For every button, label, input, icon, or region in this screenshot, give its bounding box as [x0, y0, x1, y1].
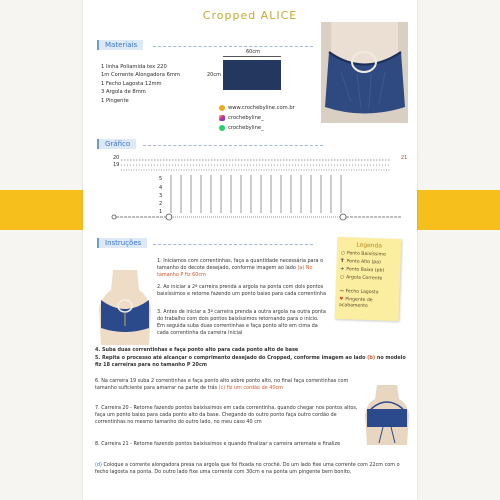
instrucoes-heading: Instruções: [97, 238, 147, 248]
row-number: 19: [113, 162, 120, 168]
grafico-heading: Gráfico: [97, 139, 136, 149]
legend-symbol: ♥: [339, 297, 344, 303]
legend-symbol: ○: [339, 275, 345, 281]
step-text: no modelo fiz 18 carreiras para no tamanho P 20cm: [95, 355, 406, 368]
section-divider: [153, 244, 313, 245]
instruction-step-7: 7. Carreira 20 - Retorne fazendo pontos baixíssimos em cada correntinha, quando chegar nos pontos altos, faça um ponto baixo para cada ponto alto da base. Chegando do outro ponto faça outro cordão de correntinhas no mesmo tamanho do outro lado, no meu caso 40 cm: [95, 405, 358, 425]
width-label: 60cm: [246, 49, 260, 55]
legend-symbol: ○: [340, 251, 345, 257]
section-divider: [153, 46, 313, 47]
instagram-icon: [219, 115, 225, 121]
materials-list: [101, 63, 180, 105]
website-line: [219, 105, 295, 111]
whatsapp-text: crochebyline_: [228, 125, 264, 131]
legend-label: Fecho Lagosta: [345, 289, 379, 296]
width-dimension-line: [223, 56, 281, 57]
materiais-heading: Materiais: [97, 40, 143, 50]
legend-item: [340, 275, 396, 283]
legend-title: Legenda: [356, 241, 383, 250]
mannequin-illustration: [95, 270, 155, 345]
end-marker: 21: [401, 155, 408, 161]
crochet-chart: [111, 155, 413, 223]
legend-label: Pingente de acabamento: [338, 297, 373, 310]
legend-item: [340, 259, 380, 266]
back-view-illustration: [363, 385, 411, 445]
step-note: (d): [95, 462, 102, 468]
row-number: 20: [113, 155, 120, 161]
pattern-sheet: [83, 0, 417, 500]
page-title: Cropped ALICE: [202, 9, 298, 22]
instruction-step-4: 4. Suba duas correntinhas e faça ponto alto para cada ponto alto de base: [95, 347, 299, 353]
step-text: 6. Na carreira 19 suba 2 correntinhas e faça ponto alto sobre ponto alto, no final faça correntinhas com tamanho suficiente para amarrar na parte de trás: [95, 378, 349, 391]
legend-label: Argola Corrente: [345, 275, 383, 282]
product-photo: [321, 22, 408, 123]
whatsapp-icon: [219, 125, 225, 131]
legend-label: Ponto Baixíssimo: [346, 251, 386, 258]
step-text: 1. Iniciamos com correntinhas, faça a quantidade necessária para o tamanho do decote desejado, conforme imagem ao lado: [157, 258, 324, 271]
instruction-step-6: [95, 378, 365, 392]
fabric-rectangle: [223, 60, 281, 90]
legend-symbol: +: [340, 267, 345, 273]
row-number: 3: [159, 193, 163, 199]
step-note: (a) No tamanho P fiz 60cm: [157, 265, 313, 278]
instruction-step-9: [95, 462, 410, 476]
web-icon: [219, 105, 225, 111]
website-text: www.crochebyline.com.br: [228, 105, 295, 111]
section-divider: [143, 145, 323, 146]
instruction-step-5: [95, 355, 410, 369]
legend-label: Ponto Baixo (pb): [346, 267, 385, 274]
legend-symbol: T: [340, 259, 344, 265]
step-text: Coloque a corrente alongadora presa na argola que foi fixada no crochê. Do um lado fixe uma corrente com 22cm com o fecho lagosta na ponta. Do outro lado fixe uma corrente com 30cm e na ponta um pingente bem bonito,: [95, 462, 400, 475]
material-item: 1 linha Poliamida tex 220: [101, 64, 167, 70]
instagram-text: crochebyline_: [228, 115, 264, 121]
whatsapp-line: [219, 125, 264, 131]
row-number: 2: [159, 201, 163, 207]
legend-symbol: —: [339, 289, 345, 295]
step-note: (c) fiz um cordão de 40cm: [218, 385, 283, 391]
row-number: 5: [159, 176, 163, 182]
legend-item: [341, 251, 386, 259]
legend-item: [339, 297, 395, 311]
legend-item: [339, 289, 378, 296]
instruction-step-3: 3. Antes de iniciar a 3ª carreira prenda a outra argola na outra ponta do trabalho com dois pontos baixíssimos retornando para o início. Em seguida suba duas correntinhas e faça ponto alto em cima da cada correntinha da carreira inicial: [157, 309, 326, 336]
instruction-step-1: [157, 258, 327, 279]
instruction-step-8: 8. Carreira 21 - Retorne fazendo pontos baixíssimos e quando finalizar a carreira arremate e finalize: [95, 441, 341, 447]
row-number: 1: [159, 209, 163, 215]
row-number: 4: [159, 185, 163, 191]
material-item: 1 Fecho Lagosta 12mm: [101, 80, 162, 87]
legend-item: [340, 267, 384, 275]
material-item: 1 Pingente: [101, 97, 129, 104]
material-item: 3 Argola de 8mm: [101, 89, 146, 96]
instagram-line: [219, 115, 264, 121]
instruction-step-2: 2. Ao iniciar a 2ª carreira prenda a argola na ponta com dois pontos baixíssimos e retorne fazendo um ponto baixo para cada correntinha: [157, 284, 326, 297]
legend-label: Ponto Alto (pa): [346, 259, 381, 266]
material-item: 1m Corrente Alongadora 6mm: [101, 72, 180, 79]
height-label: 20cm: [207, 72, 221, 78]
step-note: (b): [367, 355, 376, 361]
step-text: 5. Repita o processo até alcançar o comprimento desejado do Cropped, conforme imagem ao lado: [95, 355, 366, 361]
legend-note: [335, 237, 402, 321]
